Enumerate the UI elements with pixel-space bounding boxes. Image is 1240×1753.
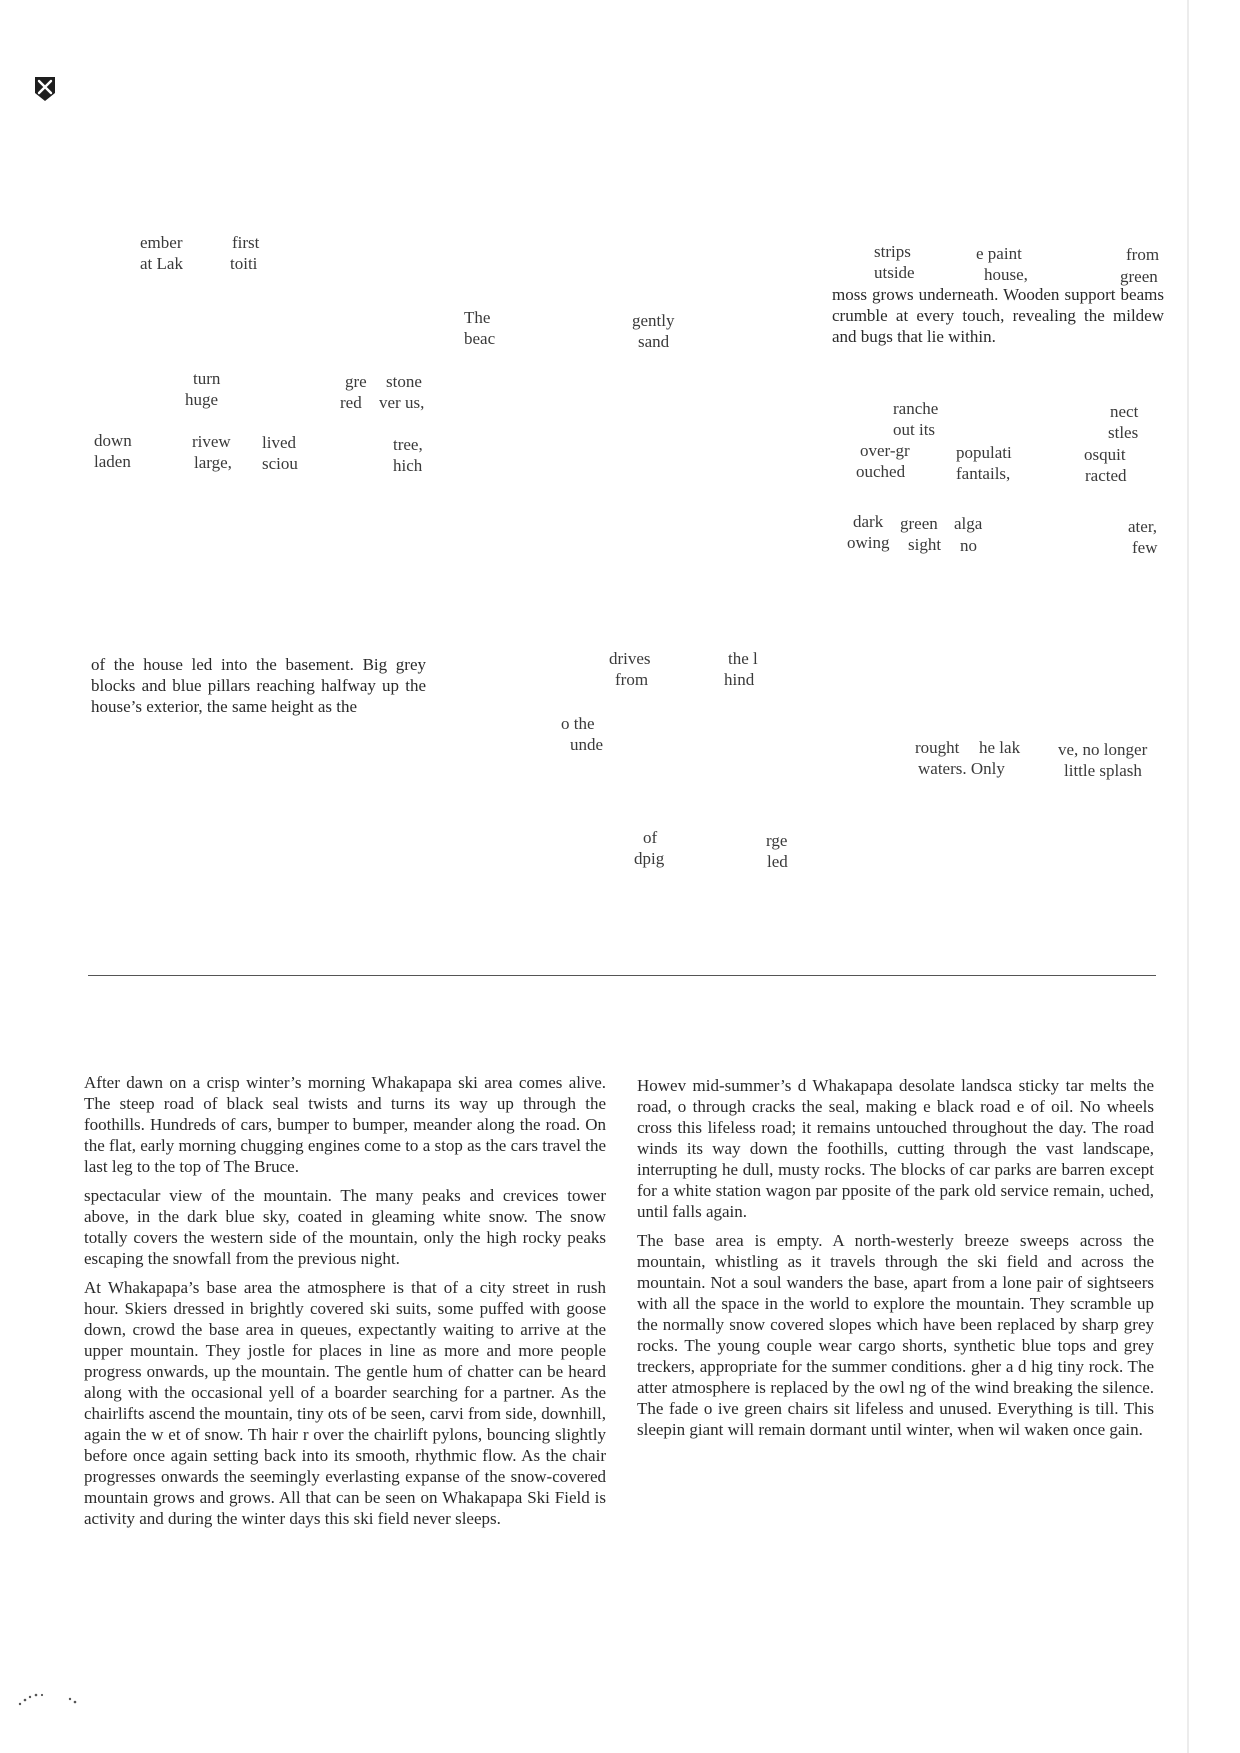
- text-fragment: ouched: [856, 462, 906, 481]
- paragraph: spectacular view of the mountain. The many peaks and crevices tower above, in the dark blue sky, coated in gleaming white snow. The snow totally covers the western side of the mountain, only the high rocky peaks escaping the snowfall from the previous night.: [84, 1186, 606, 1268]
- text-fragment: turn: [193, 369, 221, 388]
- page-edge-shadow: [1187, 0, 1189, 1753]
- text-fragment: o the: [561, 714, 595, 733]
- text-fragment: few: [1132, 538, 1158, 557]
- text-fragment: huge: [185, 390, 219, 409]
- text-fragment: osquit: [1084, 445, 1126, 464]
- text-fragment: unde: [570, 735, 604, 754]
- text-fragment: rge: [766, 831, 788, 850]
- text-fragment: at Lak: [140, 254, 183, 273]
- crossed-shield-icon: [34, 76, 56, 102]
- text-fragment: fantails,: [956, 464, 1011, 483]
- text-fragment: strips: [874, 242, 911, 261]
- text-fragment: waters. Only: [918, 759, 1005, 778]
- text-fragment: e paint: [976, 244, 1022, 263]
- text-fragment: red: [340, 393, 362, 412]
- text-fragment: house,: [984, 265, 1028, 284]
- text-fragment: rought: [915, 738, 960, 757]
- section-divider-rule: [88, 975, 1156, 976]
- text-fragment: he lak: [979, 738, 1021, 757]
- paragraph: After dawn on a crisp winter’s morning Whakapapa ski area comes alive. The steep road of black seal twists and turns its way up through the foothills. Hundreds of cars, bumper to bumper, meander along the road. On the flat, early morning chugging engines come to a stop as the cars travel the last leg to the top of The Bruce.: [84, 1073, 606, 1176]
- text-fragment: down: [94, 431, 132, 450]
- text-fragment: stles: [1108, 423, 1139, 442]
- text-fragment: ranche: [893, 399, 939, 418]
- text-fragment: sand: [638, 332, 670, 351]
- text-fragment: from: [615, 670, 649, 689]
- text-fragment: green: [1120, 267, 1158, 286]
- paragraph-moss: moss grows underneath. Wooden support beams crumble at every touch, revealing the mildew and bugs that lie within.: [832, 285, 1164, 346]
- text-fragment: little splash: [1064, 761, 1142, 780]
- text-fragment: racted: [1085, 466, 1127, 485]
- text-fragment: led: [767, 852, 788, 871]
- text-fragment: no: [960, 536, 977, 555]
- text-fragment: lived: [262, 433, 296, 452]
- text-fragment: The: [464, 308, 491, 327]
- text-fragment: of: [643, 828, 658, 847]
- text-fragment: alga: [954, 514, 983, 533]
- text-fragment: out its: [893, 420, 936, 439]
- text-fragment: beac: [464, 329, 496, 348]
- paragraph: Howev mid-summer’s d Whakapapa desolate landsca sticky tar melts the road, o through cracks the seal, making e black road e of oil. No wheels cross this lifeless road; it remains untouched throughout the day. The road winds its way down the foothills, cutting through the vast landscape, interrupting he dull, musty rocks. The blocks of car parks are barren except for a white station wagon par pposite of the park old service remain, uched, until falls again.: [637, 1076, 1154, 1221]
- text-fragment: drives: [609, 649, 651, 668]
- text-fragment: over-gr: [860, 441, 910, 460]
- paragraph: The base area is empty. A north-westerly breeze sweeps across the mountain, whistling as it travels through the ski field and across the mountain. Not a soul wanders the base, apart from a lone pair of sightseers with all the space in the world to explore the mountain. They scramble up the normally snow covered slopes which have been replaced by sharp grey rocks. The young couple wear cargo shorts, synthetic blue tops and grey treckers, appropriate for the summer conditions. gher a d hig tiny rock. The atter atmosphere is replaced by the owl ng of the wind breaking the silence. The fade o ive green chairs sit lifeless and unused. Everything is till. This sleepin giant will remain dormant until winter, when wil waken once gain.: [637, 1231, 1154, 1439]
- text-fragment: ve, no longer: [1058, 740, 1148, 759]
- text-fragment: utside: [874, 263, 915, 282]
- text-fragment: ember: [140, 233, 183, 252]
- text-fragment: tree,: [393, 435, 423, 454]
- right-text-column: [637, 1075, 1154, 1440]
- text-fragment: toiti: [230, 254, 258, 273]
- text-fragment: sciou: [262, 454, 298, 473]
- text-fragment: green: [900, 514, 938, 533]
- text-fragment: from: [1126, 245, 1160, 264]
- text-fragment: hind: [724, 670, 755, 689]
- text-fragment: sight: [908, 535, 942, 554]
- text-fragment: the l: [728, 649, 758, 668]
- text-fragment: dpig: [634, 849, 665, 868]
- text-fragment: populati: [956, 443, 1012, 462]
- text-fragment: gently: [632, 311, 675, 330]
- text-fragment: gre: [345, 372, 367, 391]
- paragraph-basement: of the house led into the basement. Big grey blocks and blue pillars reaching halfway up the house’s exterior, the same height as the: [91, 655, 426, 716]
- text-fragment: dark: [853, 512, 884, 531]
- left-text-column: [84, 1072, 606, 1529]
- text-fragment: owing: [847, 533, 890, 552]
- text-fragment: large,: [194, 453, 232, 472]
- faded-stamp-mark: [14, 1680, 84, 1710]
- text-fragment: ver us,: [379, 393, 425, 412]
- text-fragment: first: [232, 233, 260, 252]
- text-fragment: ater,: [1128, 517, 1158, 536]
- text-fragment: hich: [393, 456, 423, 475]
- text-fragment: stone: [386, 372, 422, 391]
- paragraph: At Whakapapa’s base area the atmosphere is that of a city street in rush hour. Skiers dressed in brightly covered ski suits, some puffed with goose down, crowd the base area in queues, expectantly waiting to arrive at the upper mountain. They jostle for places in line as more and more people progress onwards, up the mountain. The gentle hum of chatter can be heard along with the occasional yell of a boarder searching for a partner. As the chairlifts ascend the mountain, tiny ots of be seen, carvi from side, downhill, again the w et of snow. Th hair r over the chairlift pylons, bouncing slightly before once again setting back into its smooth, rhythmic flow. As the chair progresses onwards the seemingly everlasting expanse of the snow-covered mountain grows and grows. All that can be seen on Whakapapa Ski Field is activity and during the winter days this ski field never sleeps.: [84, 1278, 606, 1528]
- text-fragment: rivew: [192, 432, 231, 451]
- text-fragment: laden: [94, 452, 131, 471]
- text-fragment: nect: [1110, 402, 1139, 421]
